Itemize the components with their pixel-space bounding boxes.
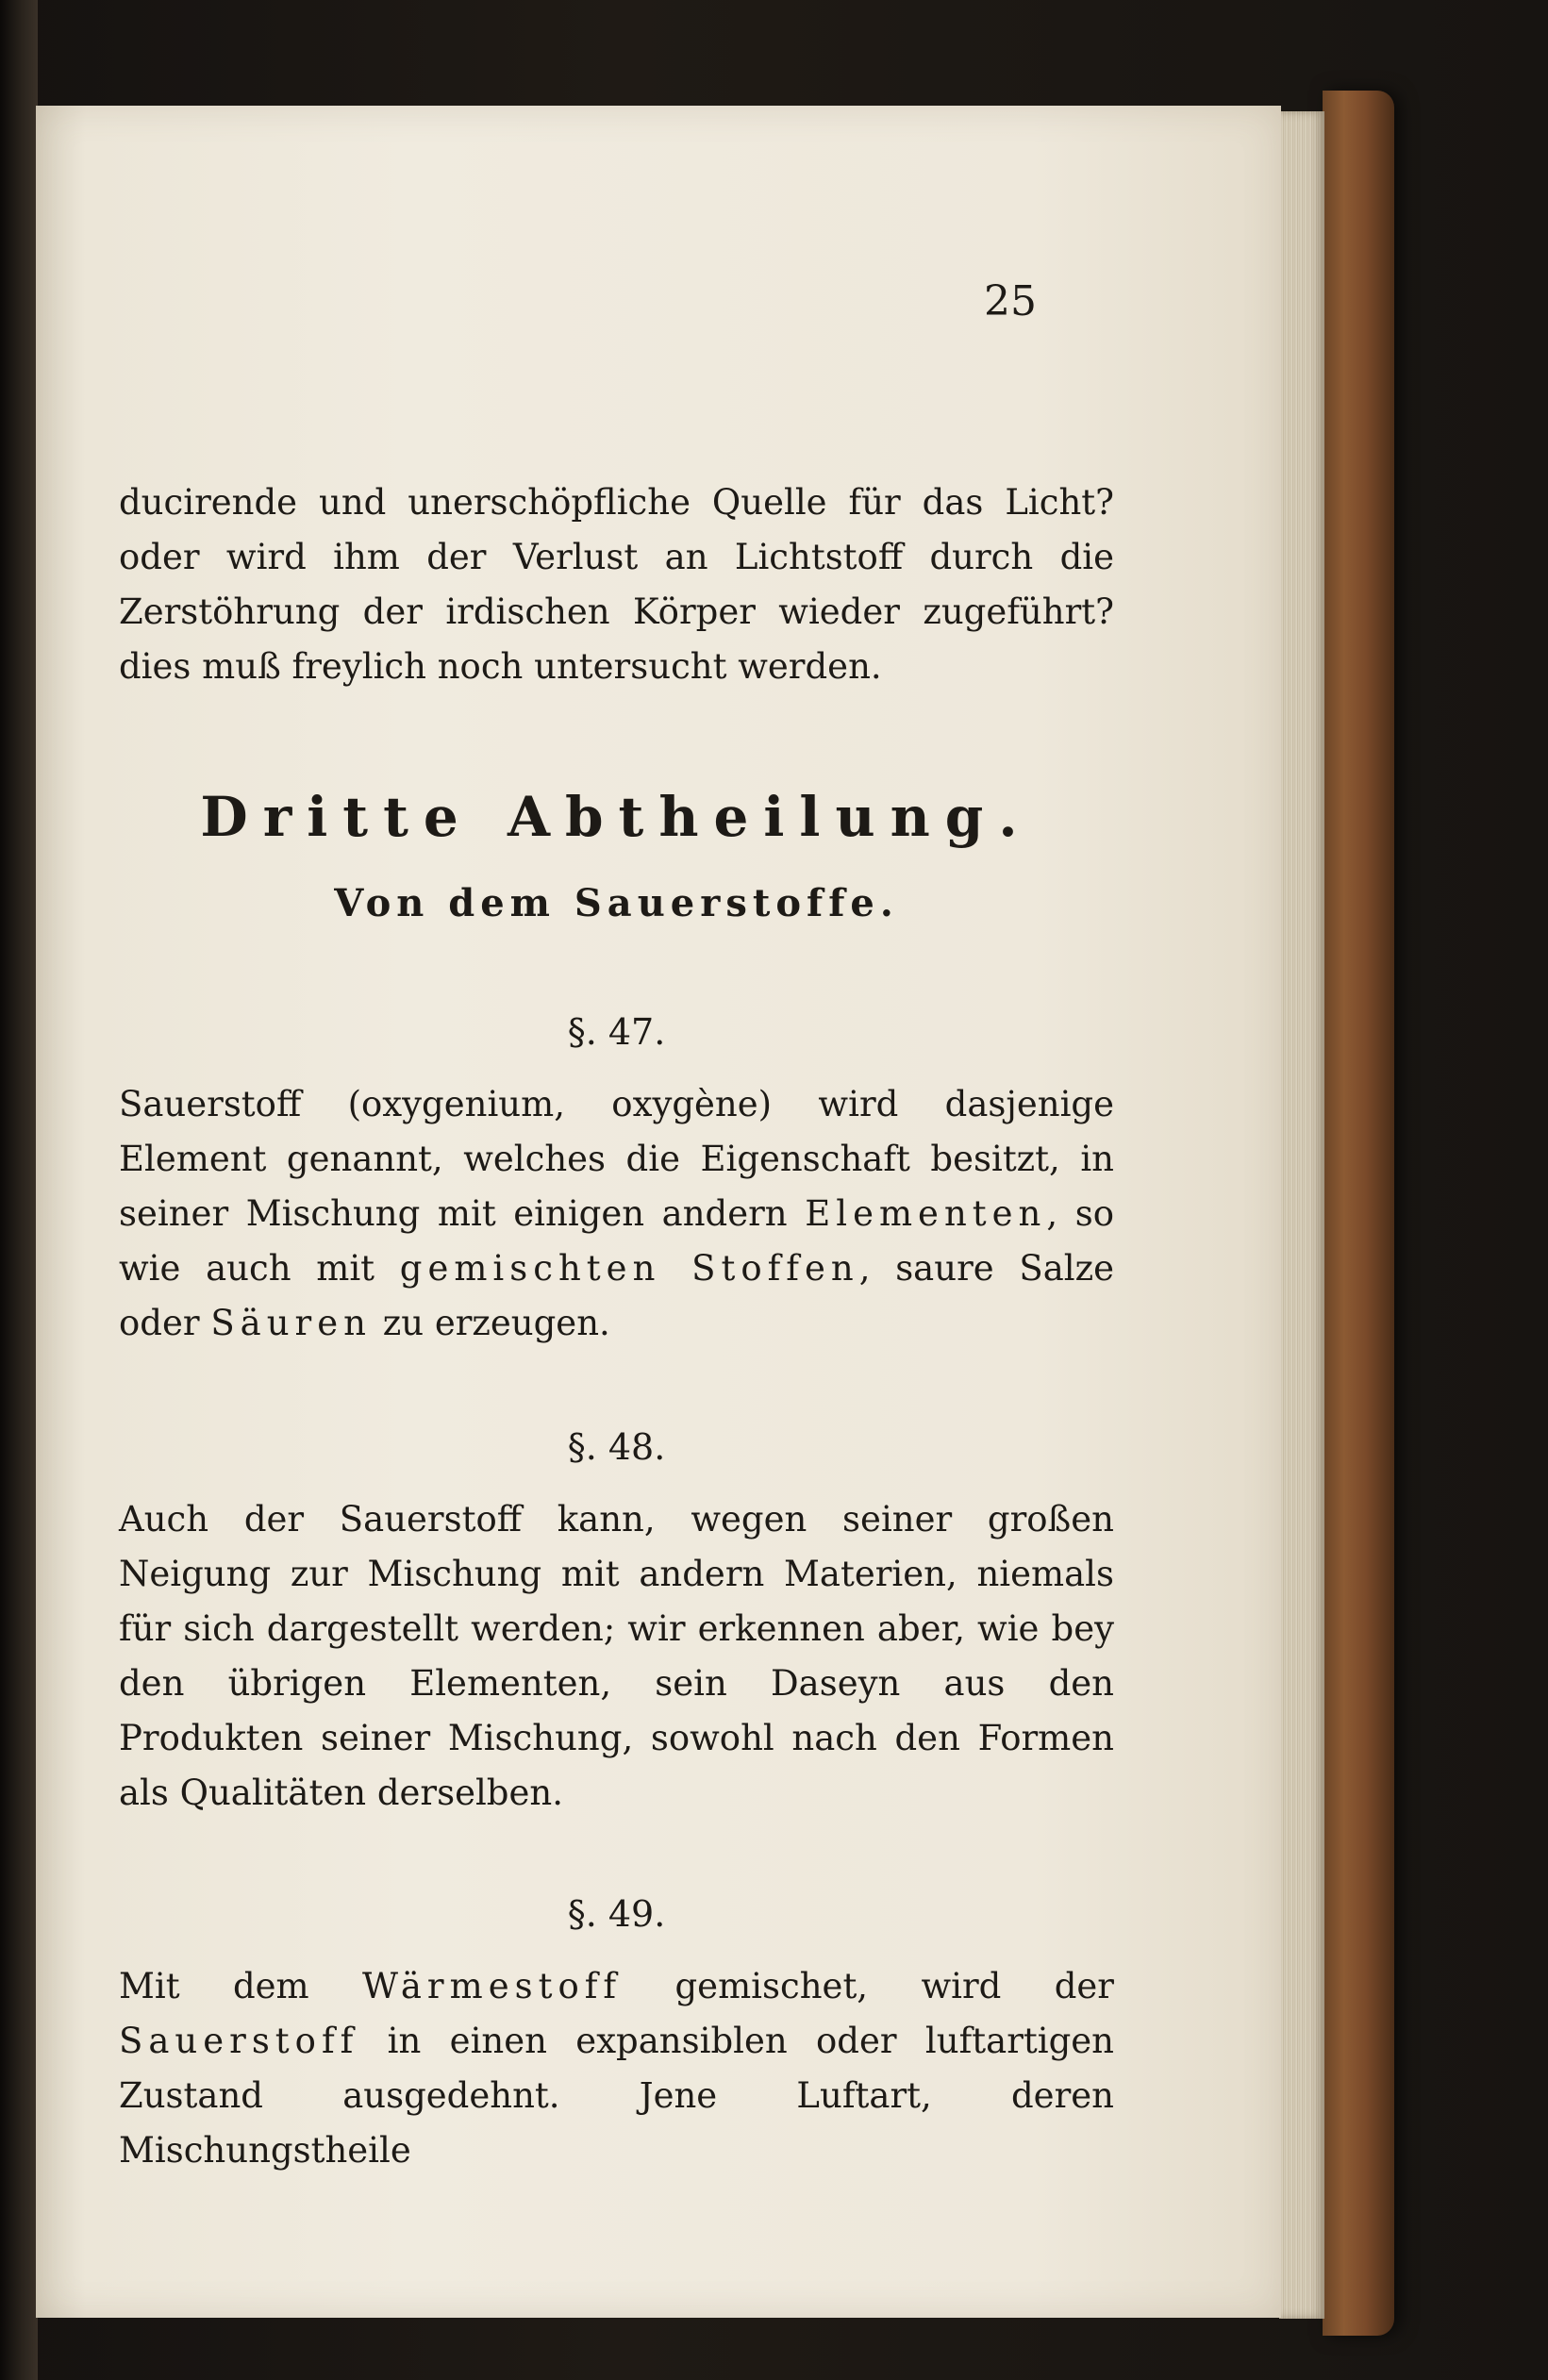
emphasis-gemischten-stoffen: gemischten Stoffen: [399, 1248, 859, 1289]
paragraph-48: Auch der Sauerstoff kann, wegen seiner großen Neigung zur Mischung mit andern Materien, niemals für sich dargestellt werden; wir erkennen aber, wie bey den übrigen Elementen, sein Daseyn aus den Produkten seiner Mischung, sowohl nach den Formen als Qualitäten derselben.: [119, 1499, 1114, 1813]
paragraph-47-text: zu erzeugen.: [371, 1303, 610, 1343]
emphasis-sauerstoff: Sauerstoff: [119, 2021, 359, 2061]
paragraph-47-text: , so wie auch mit: [119, 1193, 1114, 1289]
paragraph-47: [119, 1077, 1114, 1351]
paragraph-49-text: gemischet, wird der: [622, 1966, 1114, 2006]
paragraph-49-text: Mit dem: [119, 1966, 363, 2006]
book-page: [36, 106, 1281, 2318]
paragraph-mark-49: §. 49.: [567, 1893, 666, 1935]
section-subtitle: Von dem Sauerstoffe.: [334, 881, 899, 925]
paragraph-47-text: , saure Salze oder: [119, 1248, 1114, 1343]
paragraph-49: [119, 1959, 1114, 2178]
page-number: 25: [984, 277, 1037, 325]
book-cover-edge: [1323, 91, 1394, 2336]
paragraph-mark-47: §. 47.: [567, 1011, 666, 1053]
paragraph-47-text: Sauerstoff (oxygenium, oxygène) wird dasjenige Element genannt, welches die Eigenschaft besitzt, in seiner Mischung mit einigen andern: [119, 1084, 1114, 1234]
page-stack-edge: [1279, 111, 1324, 2319]
intro-paragraph: ducirende und unerschöpfliche Quelle für das Licht? oder wird ihm der Verlust an Lichtstoff durch die Zerstöhrung der irdischen Körper wieder zugeführt? dies muß freylich noch untersucht werden.: [119, 482, 1114, 687]
paragraph-49-text: in einen expansiblen oder luftartigen Zustand ausgedehnt. Jene Luftart, deren Mischungstheile: [119, 2021, 1114, 2171]
emphasis-elementen: Elementen: [805, 1193, 1047, 1234]
section-title: Dritte Abtheilung.: [200, 785, 1033, 849]
emphasis-waermestoff: Wärmestoff: [362, 1966, 623, 2006]
emphasis-saeuren: Säuren: [210, 1303, 372, 1343]
left-book-edge: [0, 0, 38, 2380]
paragraph-mark-48: §. 48.: [567, 1426, 666, 1468]
